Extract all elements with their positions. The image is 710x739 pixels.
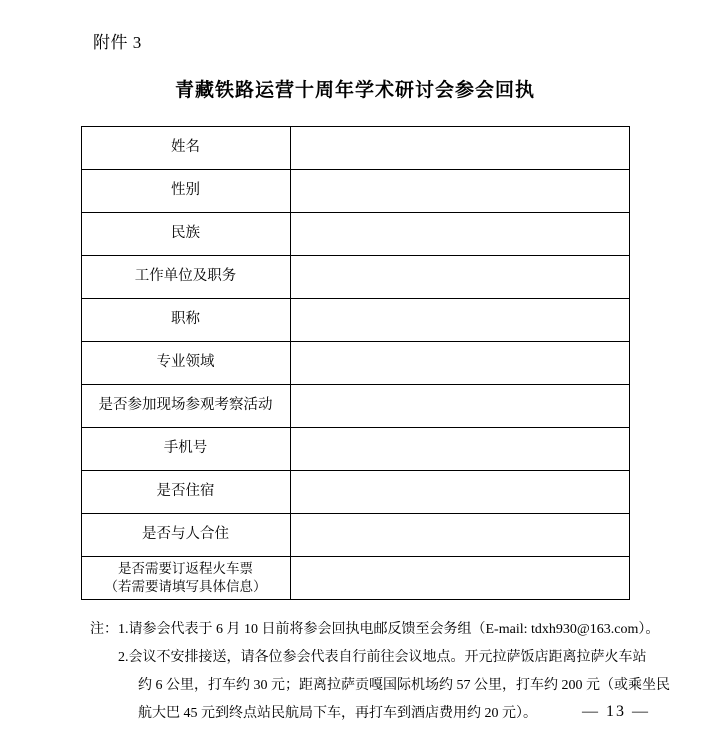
note-line-1: 注：1.请参会代表于 6 月 10 日前将参会回执电邮反馈至会务组（E-mail: tdxh930@163.com）。 [90,622,660,637]
row-value-ethnicity[interactable] [290,213,629,256]
table-row [81,471,629,514]
table-row [81,127,629,170]
row-value-accommodation[interactable] [290,471,629,514]
row-label-accommodation: 是否住宿 [81,471,290,514]
note-line-4: 航大巴 45 元到终点站民航局下车，再打车到酒店费用约 20 元）。 [138,706,537,721]
table-row [81,213,629,256]
table-row [81,385,629,428]
table-row [81,170,629,213]
return-ticket-label-line1: 是否需要订返程火车票 [118,560,253,576]
return-ticket-label-line2: （若需要请填写具体信息） [104,579,267,594]
row-label-mobile: 手机号 [81,428,290,471]
row-label-workplace-position: 工作单位及职务 [81,256,290,299]
row-value-site-visit[interactable] [290,385,629,428]
row-value-return-ticket[interactable] [290,557,629,600]
note-line-3: 约 6 公里，打车约 30 元；距离拉萨贡嘎国际机场约 57 公里，打车约 200 元（或乘坐民 [138,678,670,693]
row-label-site-visit: 是否参加现场参观考察活动 [81,385,290,428]
row-value-title[interactable] [290,299,629,342]
table-row [81,428,629,471]
table-row [81,514,629,557]
row-value-gender[interactable] [290,170,629,213]
row-label-return-ticket [81,557,290,600]
table-row [81,299,629,342]
row-label-shared-room: 是否与人合住 [81,514,290,557]
notes-section [60,616,670,728]
table-row [81,557,629,600]
row-label-ethnicity: 民族 [81,213,290,256]
row-label-field: 专业领域 [81,342,290,385]
row-value-mobile[interactable] [290,428,629,471]
row-label-gender: 性别 [81,170,290,213]
row-value-field[interactable] [290,342,629,385]
row-label-name: 姓名 [81,127,290,170]
row-label-title: 职称 [81,299,290,342]
row-value-shared-room[interactable] [290,514,629,557]
page-number: — 13 — [582,703,650,720]
table-row [81,342,629,385]
registration-form-table [81,126,630,600]
row-value-name[interactable] [290,127,629,170]
table-body [81,127,629,600]
row-value-workplace-position[interactable] [290,256,629,299]
table-row [81,256,629,299]
attachment-label: 附件 3 [93,33,142,52]
page-title: 青藏铁路运营十周年学术研讨会参会回执 [174,80,535,101]
note-line-2: 2.会议不安排接送，请各位参会代表自行前往会议地点。开元拉萨饭店距离拉萨火车站 [118,650,647,665]
